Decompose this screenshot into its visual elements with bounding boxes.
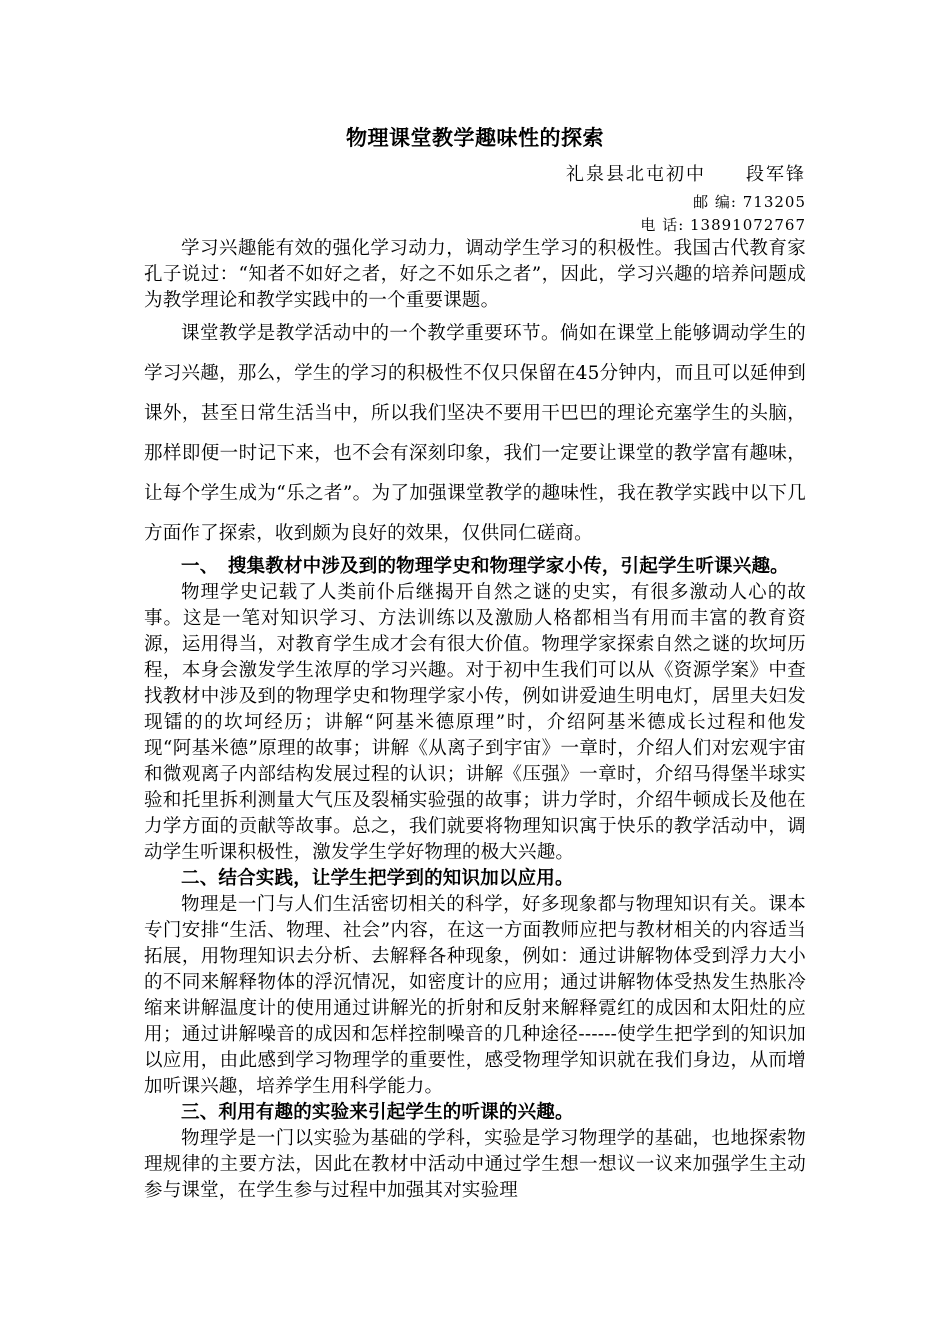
section-heading: 二、结合实践，让学生把学到的知识加以应用。 (181, 868, 574, 889)
paragraph: 课堂教学是教学活动中的一个教学重要环节。倘如在课堂上能够调动学生的学习兴趣，那么，学生的学习的积极性不仅只保留在45分钟内，而且可以延伸到课外，甚至日常生活当中，所以我们坚决不要用干巴巴的理论充塞学生的头脑，那样即便一时记下来，也不会有深刻印象，我们一定要让课堂的教学富有趣味，让每个学生成为“乐之者”。为了加强课堂教学的趣味性，我在教学实践中以下几方面作了探索，收到颇为良好的效果，仅供同仁磋商。 (144, 323, 806, 544)
document-title: 物理课堂教学趣味性的探索 (346, 125, 604, 150)
section-heading: 一、 搜集教材中涉及到的物理学史和物理学家小传，引起学生听课兴趣。 (181, 556, 789, 577)
paragraph: 学习兴趣能有效的强化学习动力，调动学生学习的积极性。我国古代教育家孔子说过：“知者不如好之者，好之不如乐之者”，因此，学习兴趣的培养问题成为教学理论和教学实践中的一个重要课题。 (144, 238, 806, 311)
section-heading: 三、利用有趣的实验来引起学生的听课的兴趣。 (181, 1102, 574, 1123)
document-body (144, 236, 806, 1204)
paragraph: 物理学是一门以实验为基础的学科，实验是学习物理学的基础，也地探索物理规律的主要方法，因此在教材中活动中通过学生想一想议一议来加强学生主动参与课堂，在学生参与过程中加强其对实验理 (144, 1128, 806, 1201)
phone-line: 电 话: 13891072767 (640, 216, 806, 234)
author-line: 礼泉县北屯初中 段军锋 (566, 164, 806, 185)
postcode-line: 邮 编: 713205 (693, 193, 806, 211)
paragraph: 物理是一门与人们生活密切相关的科学，好多现象都与物理知识有关。课本专门安排“生活、物理、社会”内容，在这一方面教师应把与教材相关的内容适当拓展，用物理知识去分析、去解释各种现象，例如：通过讲解物体受到浮力大小的不同来解释物体的浮沉情况，如密度计的应用；通过讲解物体受热发生热胀冷缩来讲解温度计的使用通过讲解光的折射和反射来解释霓红的成因和太阳灶的应用；通过讲解噪音的成因和怎样控制噪音的几种途径------使学生把学到的知识加以应用，由此感到学习物理学的重要性，感受物理学知识就在我们身边，从而增加听课兴趣，培养学生用科学能力。 (144, 894, 806, 1097)
paragraph: 物理学史记载了人类前仆后继揭开自然之谜的史实，有很多激动人心的故事。这是一笔对知识学习、方法训练以及激励人格都相当有用而丰富的教育资源，运用得当，对教育学生成才会有很大价值。物理学家探索自然之谜的坎坷历程，本身会激发学生浓厚的学习兴趣。对于初中生我们可以从《资源学案》中查找教材中涉及到的物理学史和物理学家小传，例如讲爱迪生明电灯，居里夫妇发现镭的的坎坷经历；讲解“阿基米德原理”时，介绍阿基米德成长过程和他发现“阿基米德”原理的故事；讲解《从离子到宇宙》一章时，介绍人们对宏观宇宙和微观离子内部结构发展过程的认识；讲解《压强》一章时，介绍马得堡半球实验和托里拆利测量大气压及裂桶实验强的故事；讲力学时，介绍牛顿成长及他在力学方面的贡献等故事。总之，我们就要将物理知识寓于快乐的教学活动中，调动学生听课积极性，激发学生学好物理的极大兴趣。 (144, 582, 806, 863)
